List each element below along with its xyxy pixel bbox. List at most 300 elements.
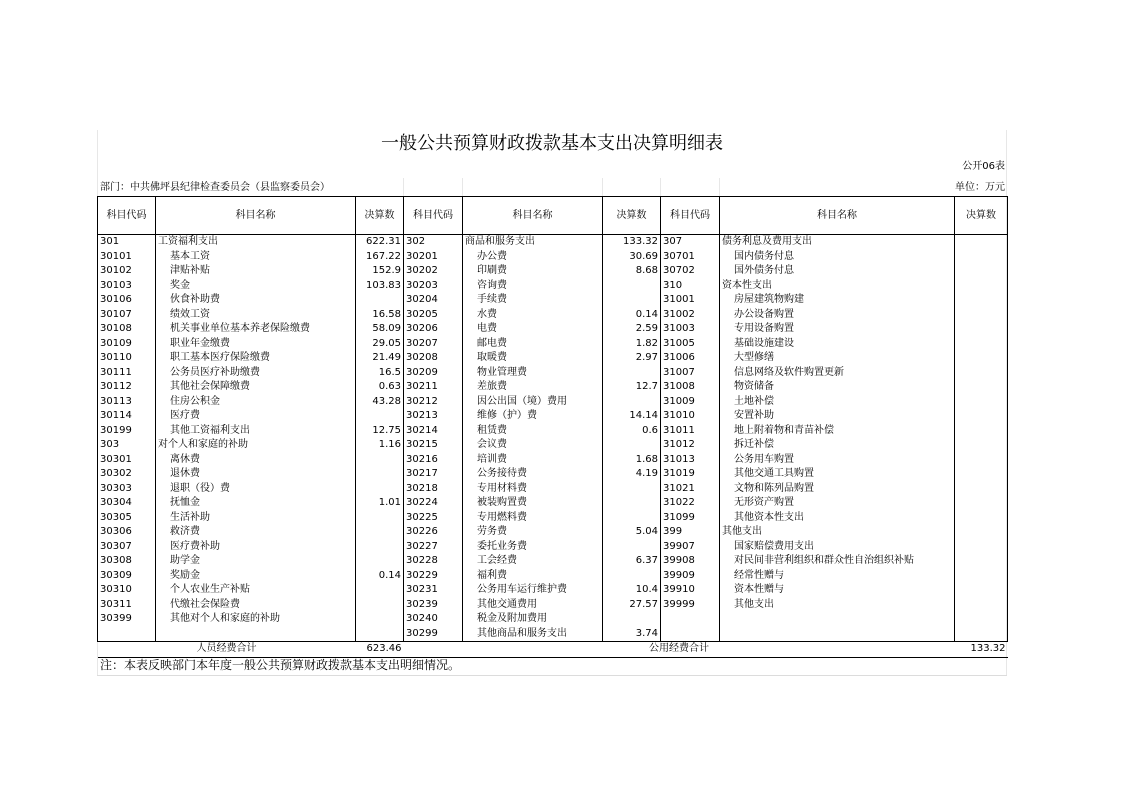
cell-name: 资本性支出 [720, 279, 955, 294]
cell-code: 30209 [404, 366, 463, 381]
cell-code [98, 627, 156, 642]
cell-name: 会议费 [463, 438, 603, 453]
cell-code: 31019 [661, 467, 720, 482]
cell-code: 31007 [661, 366, 720, 381]
table-row [98, 453, 1008, 468]
cell-name: 公务接待费 [463, 467, 603, 482]
cell-name: 咨询费 [463, 279, 603, 294]
cell-code: 31010 [661, 409, 720, 424]
table-row [98, 322, 1008, 337]
public-total-value: 133.32 [955, 642, 1008, 658]
cell-code: 30201 [404, 250, 463, 265]
table-row [98, 293, 1008, 308]
cell-amount [356, 612, 404, 627]
cell-code: 30101 [98, 250, 156, 265]
cell-name: 安置补助 [720, 409, 955, 424]
table-row [98, 612, 1008, 627]
table-row [98, 351, 1008, 366]
cell-amount: 0.14 [356, 569, 404, 584]
cell-code: 39907 [661, 540, 720, 555]
cell-amount [955, 395, 1008, 410]
cell-amount [955, 540, 1008, 555]
cell-name: 退休费 [156, 467, 356, 482]
cell-amount [603, 279, 661, 294]
cell-amount: 2.97 [603, 351, 661, 366]
cell-code: 30106 [98, 293, 156, 308]
cell-code: 30307 [98, 540, 156, 555]
form-number: 公开06表 [962, 161, 1005, 172]
cell-amount [955, 569, 1008, 584]
cell-name: 退职（役）费 [156, 482, 356, 497]
cell-name: 培训费 [463, 453, 603, 468]
cell-code: 30108 [98, 322, 156, 337]
cell-name: 其他对个人和家庭的补助 [156, 612, 356, 627]
cell-amount [356, 583, 404, 598]
cell-code: 30701 [661, 250, 720, 265]
cell-name: 工会经费 [463, 554, 603, 569]
cell-amount [603, 569, 661, 584]
table-row [98, 366, 1008, 381]
gridline [602, 178, 603, 196]
cell-code: 31001 [661, 293, 720, 308]
cell-code: 30310 [98, 583, 156, 598]
bottom-border [97, 675, 1007, 676]
cell-code: 301 [98, 235, 156, 250]
cell-name: 绩效工资 [156, 308, 356, 323]
cell-name: 国外债务付息 [720, 264, 955, 279]
cell-code: 30218 [404, 482, 463, 497]
table-row [98, 525, 1008, 540]
cell-code: 39999 [661, 598, 720, 613]
cell-amount [356, 540, 404, 555]
cell-name: 地上附着物和青苗补偿 [720, 424, 955, 439]
cell-name: 差旅费 [463, 380, 603, 395]
cell-code: 30215 [404, 438, 463, 453]
cell-code: 307 [661, 235, 720, 250]
table-row [98, 279, 1008, 294]
expenditure-table [97, 196, 1008, 658]
cell-code: 31013 [661, 453, 720, 468]
cell-amount: 21.49 [356, 351, 404, 366]
cell-name: 国内债务付息 [720, 250, 955, 265]
header-name: 科目名称 [720, 197, 955, 235]
table-row [98, 627, 1008, 642]
cell-name: 劳务费 [463, 525, 603, 540]
cell-code: 30111 [98, 366, 156, 381]
cell-name: 维修（护）费 [463, 409, 603, 424]
cell-code: 303 [98, 438, 156, 453]
cell-code: 30302 [98, 467, 156, 482]
cell-amount [955, 380, 1008, 395]
cell-name: 手续费 [463, 293, 603, 308]
table-row [98, 250, 1008, 265]
cell-name: 被装购置费 [463, 496, 603, 511]
cell-name: 职工基本医疗保险缴费 [156, 351, 356, 366]
table-row [98, 554, 1008, 569]
cell-amount: 622.31 [356, 235, 404, 250]
cell-amount [356, 598, 404, 613]
cell-name: 大型修缮 [720, 351, 955, 366]
report-title: 一般公共预算财政拨款基本支出决算明细表 [381, 133, 723, 154]
cell-code: 30107 [98, 308, 156, 323]
cell-name: 文物和陈列品购置 [720, 482, 955, 497]
cell-code: 30306 [98, 525, 156, 540]
cell-amount: 152.9 [356, 264, 404, 279]
cell-amount [955, 351, 1008, 366]
cell-amount: 14.14 [603, 409, 661, 424]
cell-code: 30112 [98, 380, 156, 395]
cell-code: 39908 [661, 554, 720, 569]
cell-code: 30211 [404, 380, 463, 395]
cell-name: 其他商品和服务支出 [463, 627, 603, 642]
cell-amount [955, 235, 1008, 250]
cell-amount: 1.16 [356, 438, 404, 453]
cell-name: 因公出国（境）费用 [463, 395, 603, 410]
cell-amount: 27.57 [603, 598, 661, 613]
cell-name: 国家赔偿费用支出 [720, 540, 955, 555]
cell-code: 30399 [98, 612, 156, 627]
cell-code: 30227 [404, 540, 463, 555]
cell-amount [356, 511, 404, 526]
cell-code: 30114 [98, 409, 156, 424]
cell-name: 公务用车运行维护费 [463, 583, 603, 598]
table-row [98, 235, 1008, 250]
cell-name: 物业管理费 [463, 366, 603, 381]
cell-code [661, 627, 720, 642]
cell-name: 土地补偿 [720, 395, 955, 410]
cell-amount [955, 525, 1008, 540]
cell-code: 30228 [404, 554, 463, 569]
header-code: 科目代码 [661, 197, 720, 235]
department-label: 部门：中共佛坪县纪律检查委员会（县监察委员会） [100, 182, 330, 193]
cell-code: 30311 [98, 598, 156, 613]
cell-name: 电费 [463, 322, 603, 337]
cell-name: 伙食补助费 [156, 293, 356, 308]
cell-name: 助学金 [156, 554, 356, 569]
public-total-label: 公用经费合计 [404, 642, 955, 658]
cell-name: 其他交通费用 [463, 598, 603, 613]
cell-amount [955, 627, 1008, 642]
cell-amount [955, 279, 1008, 294]
table-header-row [98, 197, 1008, 235]
cell-amount: 12.75 [356, 424, 404, 439]
cell-name [720, 627, 955, 642]
cell-code: 30303 [98, 482, 156, 497]
cell-name: 医疗费 [156, 409, 356, 424]
cell-amount [955, 322, 1008, 337]
cell-code: 31011 [661, 424, 720, 439]
cell-code: 31009 [661, 395, 720, 410]
cell-code: 30212 [404, 395, 463, 410]
cell-code: 30240 [404, 612, 463, 627]
cell-amount: 5.04 [603, 525, 661, 540]
header-name: 科目名称 [463, 197, 603, 235]
cell-name: 经常性赠与 [720, 569, 955, 584]
footnote: 注：本表反映部门本年度一般公共预算财政拨款基本支出明细情况。 [100, 658, 461, 672]
cell-amount: 0.6 [603, 424, 661, 439]
cell-name: 租赁费 [463, 424, 603, 439]
cell-name: 商品和服务支出 [463, 235, 603, 250]
cell-amount: 1.01 [356, 496, 404, 511]
cell-code: 30199 [98, 424, 156, 439]
cell-code: 30226 [404, 525, 463, 540]
table-row [98, 380, 1008, 395]
cell-amount: 8.68 [603, 264, 661, 279]
cell-code: 30113 [98, 395, 156, 410]
cell-name: 医疗费补助 [156, 540, 356, 555]
cell-amount: 4.19 [603, 467, 661, 482]
cell-code: 31006 [661, 351, 720, 366]
header-amount: 决算数 [955, 197, 1008, 235]
cell-amount [955, 482, 1008, 497]
cell-name: 奖励金 [156, 569, 356, 584]
table-row [98, 482, 1008, 497]
cell-amount [955, 409, 1008, 424]
cell-amount: 2.59 [603, 322, 661, 337]
cell-amount [955, 308, 1008, 323]
cell-name: 抚恤金 [156, 496, 356, 511]
cell-name: 邮电费 [463, 337, 603, 352]
cell-amount [603, 612, 661, 627]
table-row [98, 337, 1008, 352]
cell-amount [955, 467, 1008, 482]
cell-code: 39909 [661, 569, 720, 584]
cell-name: 基础设施建设 [720, 337, 955, 352]
cell-name: 代缴社会保险费 [156, 598, 356, 613]
cell-code: 302 [404, 235, 463, 250]
table-row [98, 496, 1008, 511]
cell-amount [356, 453, 404, 468]
cell-code: 30202 [404, 264, 463, 279]
cell-amount [955, 366, 1008, 381]
cell-name: 专用燃料费 [463, 511, 603, 526]
table-row [98, 409, 1008, 424]
cell-amount: 6.37 [603, 554, 661, 569]
table-row [98, 424, 1008, 439]
cell-code: 30225 [404, 511, 463, 526]
cell-name: 奖金 [156, 279, 356, 294]
cell-amount: 167.22 [356, 250, 404, 265]
cell-name: 委托业务费 [463, 540, 603, 555]
cell-code: 30231 [404, 583, 463, 598]
cell-code: 30299 [404, 627, 463, 642]
cell-name: 印刷费 [463, 264, 603, 279]
cell-name: 职业年金缴费 [156, 337, 356, 352]
budget-sheet [97, 130, 1007, 676]
cell-amount [955, 598, 1008, 613]
cell-name: 税金及附加费用 [463, 612, 603, 627]
cell-amount: 16.58 [356, 308, 404, 323]
table-row [98, 511, 1008, 526]
cell-amount: 1.68 [603, 453, 661, 468]
cell-name: 生活补助 [156, 511, 356, 526]
cell-amount [356, 482, 404, 497]
cell-code: 399 [661, 525, 720, 540]
cell-amount: 16.5 [356, 366, 404, 381]
cell-name: 专用材料费 [463, 482, 603, 497]
cell-amount: 43.28 [356, 395, 404, 410]
header-code: 科目代码 [404, 197, 463, 235]
cell-amount [955, 264, 1008, 279]
cell-amount: 1.82 [603, 337, 661, 352]
cell-amount [955, 583, 1008, 598]
gridline [719, 178, 720, 196]
table-row [98, 308, 1008, 323]
cell-name [156, 627, 356, 642]
cell-amount: 58.09 [356, 322, 404, 337]
cell-name: 其他支出 [720, 525, 955, 540]
cell-code: 30305 [98, 511, 156, 526]
gridline [462, 178, 463, 196]
cell-name: 取暖费 [463, 351, 603, 366]
cell-name: 拆迁补偿 [720, 438, 955, 453]
cell-amount [955, 250, 1008, 265]
cell-name: 债务利息及费用支出 [720, 235, 955, 250]
cell-name: 其他支出 [720, 598, 955, 613]
cell-amount [955, 424, 1008, 439]
cell-amount: 0.63 [356, 380, 404, 395]
totals-row [98, 642, 1008, 658]
cell-name: 机关事业单位基本养老保险缴费 [156, 322, 356, 337]
header-code: 科目代码 [98, 197, 156, 235]
cell-name: 离休费 [156, 453, 356, 468]
cell-name: 其他资本性支出 [720, 511, 955, 526]
cell-code: 30224 [404, 496, 463, 511]
cell-name: 个人农业生产补贴 [156, 583, 356, 598]
gridline [660, 178, 661, 196]
table-body [98, 235, 1008, 642]
cell-name: 办公设备购置 [720, 308, 955, 323]
cell-code: 30301 [98, 453, 156, 468]
table-row [98, 467, 1008, 482]
cell-name: 救济费 [156, 525, 356, 540]
cell-amount [955, 554, 1008, 569]
unit-label: 单位：万元 [955, 182, 1005, 193]
cell-amount [955, 453, 1008, 468]
cell-code: 31099 [661, 511, 720, 526]
gridline [403, 178, 404, 196]
table-row [98, 540, 1008, 555]
cell-name: 其他工资福利支出 [156, 424, 356, 439]
table-row [98, 438, 1008, 453]
cell-code: 30207 [404, 337, 463, 352]
cell-amount [955, 337, 1008, 352]
cell-name: 其他社会保障缴费 [156, 380, 356, 395]
cell-amount: 133.32 [603, 235, 661, 250]
cell-code: 30102 [98, 264, 156, 279]
cell-amount [356, 293, 404, 308]
cell-code: 30308 [98, 554, 156, 569]
cell-code: 31012 [661, 438, 720, 453]
cell-code: 30239 [404, 598, 463, 613]
cell-code: 31008 [661, 380, 720, 395]
cell-amount: 29.05 [356, 337, 404, 352]
cell-amount: 30.69 [603, 250, 661, 265]
cell-amount [603, 511, 661, 526]
cell-name: 办公费 [463, 250, 603, 265]
table-row [98, 569, 1008, 584]
cell-amount [955, 496, 1008, 511]
table-row [98, 583, 1008, 598]
cell-name: 工资福利支出 [156, 235, 356, 250]
cell-name: 对民间非营利组织和群众性自治组织补贴 [720, 554, 955, 569]
cell-name: 其他交通工具购置 [720, 467, 955, 482]
cell-code: 310 [661, 279, 720, 294]
cell-amount [603, 540, 661, 555]
cell-amount [603, 438, 661, 453]
cell-code: 30213 [404, 409, 463, 424]
cell-code: 30217 [404, 467, 463, 482]
cell-amount [356, 409, 404, 424]
cell-amount: 0.14 [603, 308, 661, 323]
cell-amount [603, 293, 661, 308]
cell-name: 基本工资 [156, 250, 356, 265]
cell-amount [356, 554, 404, 569]
cell-code: 30216 [404, 453, 463, 468]
cell-code: 30205 [404, 308, 463, 323]
cell-amount [356, 627, 404, 642]
cell-amount [603, 482, 661, 497]
cell-code: 30309 [98, 569, 156, 584]
cell-amount [356, 525, 404, 540]
cell-name: 住房公积金 [156, 395, 356, 410]
cell-name: 津贴补贴 [156, 264, 356, 279]
cell-amount: 3.74 [603, 627, 661, 642]
cell-name: 无形资产购置 [720, 496, 955, 511]
cell-name: 专用设备购置 [720, 322, 955, 337]
cell-code: 31003 [661, 322, 720, 337]
header-name: 科目名称 [156, 197, 356, 235]
cell-amount [603, 366, 661, 381]
header-amount: 决算数 [356, 197, 404, 235]
cell-amount [603, 496, 661, 511]
cell-name: 对个人和家庭的补助 [156, 438, 356, 453]
cell-name: 资本性赠与 [720, 583, 955, 598]
cell-name: 水费 [463, 308, 603, 323]
cell-code: 30304 [98, 496, 156, 511]
cell-code: 39910 [661, 583, 720, 598]
personnel-total-label: 人员经费合计 [98, 642, 356, 658]
cell-name: 房屋建筑物购建 [720, 293, 955, 308]
cell-code: 30702 [661, 264, 720, 279]
cell-name: 公务用车购置 [720, 453, 955, 468]
personnel-total-value: 623.46 [356, 642, 404, 658]
cell-code [661, 612, 720, 627]
header-amount: 决算数 [603, 197, 661, 235]
cell-amount [356, 467, 404, 482]
cell-amount: 12.7 [603, 380, 661, 395]
cell-name: 公务员医疗补助缴费 [156, 366, 356, 381]
table-row [98, 598, 1008, 613]
cell-name: 物资储备 [720, 380, 955, 395]
cell-code: 30208 [404, 351, 463, 366]
cell-amount [955, 293, 1008, 308]
cell-code: 30204 [404, 293, 463, 308]
cell-code: 30203 [404, 279, 463, 294]
cell-amount [955, 612, 1008, 627]
cell-code: 30214 [404, 424, 463, 439]
cell-amount [955, 511, 1008, 526]
cell-code: 30103 [98, 279, 156, 294]
cell-code: 31002 [661, 308, 720, 323]
cell-code: 31022 [661, 496, 720, 511]
cell-code: 31021 [661, 482, 720, 497]
cell-name: 信息网络及软件购置更新 [720, 366, 955, 381]
cell-code: 30109 [98, 337, 156, 352]
cell-amount: 10.4 [603, 583, 661, 598]
cell-amount [955, 438, 1008, 453]
cell-code: 30229 [404, 569, 463, 584]
